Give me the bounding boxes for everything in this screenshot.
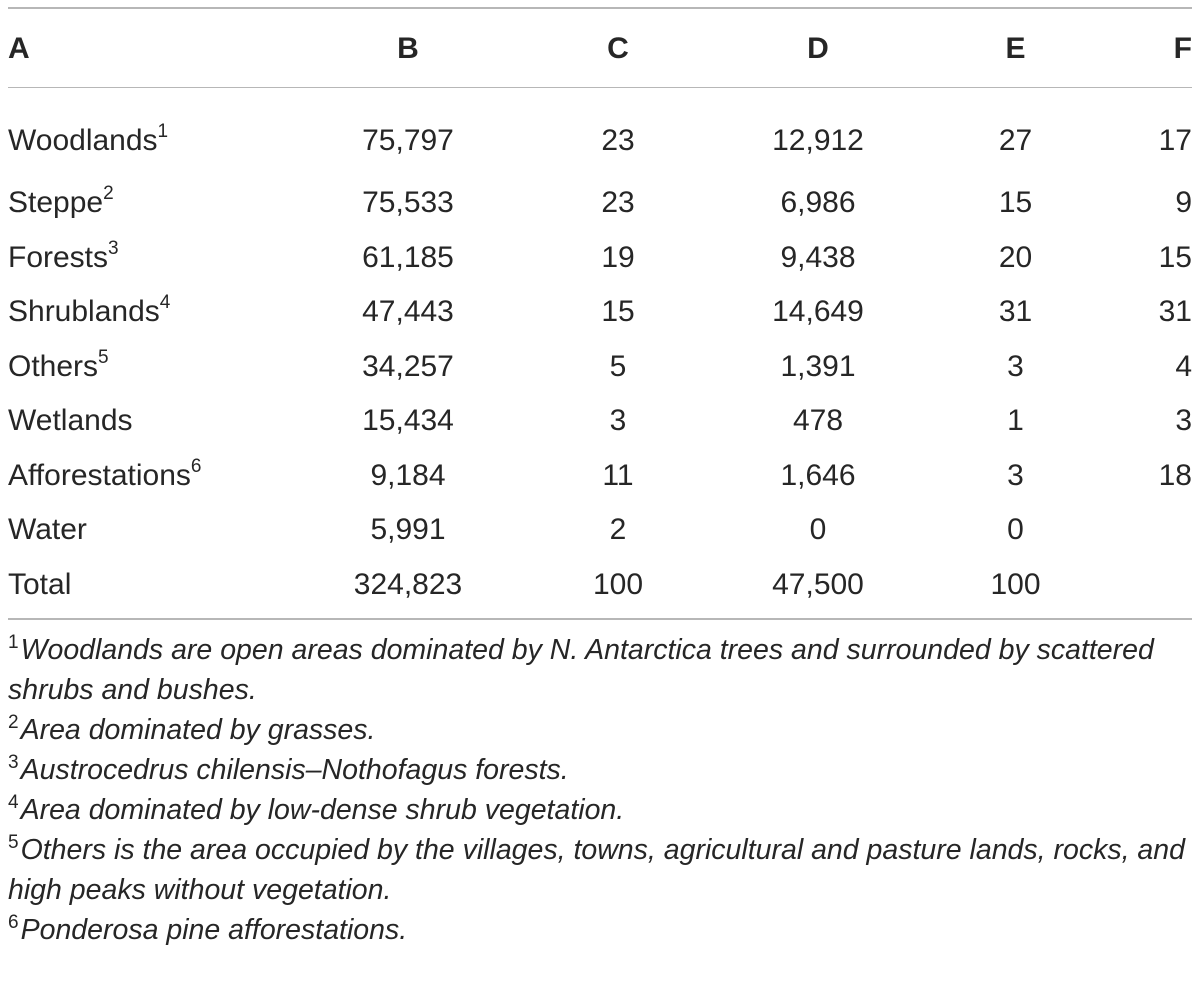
column-header-d: D bbox=[807, 32, 829, 65]
cell-d: 14,649 bbox=[772, 295, 864, 329]
table-row bbox=[8, 340, 1192, 395]
row-label: Total bbox=[8, 567, 72, 601]
cell-e: 15 bbox=[998, 186, 1033, 220]
cell-e: 0 bbox=[1007, 513, 1024, 547]
footnote-5: $^5$Others is the area occupied by the villages, towns, agricultural and pasture lands, rocks, and high peaks without vegetation. bbox=[8, 831, 1185, 906]
table-footnotes bbox=[8, 630, 1192, 950]
cell-b: 5,991 bbox=[370, 513, 446, 547]
cell-f: 3 bbox=[1175, 404, 1192, 438]
table-header-row bbox=[8, 0, 1192, 94]
cell-f: 9 bbox=[1175, 186, 1192, 220]
cell-e: 3 bbox=[1007, 458, 1024, 492]
table-row bbox=[8, 503, 1192, 558]
cell-b: 75,797 bbox=[362, 124, 454, 157]
cell-c: 19 bbox=[601, 240, 635, 274]
table-row bbox=[8, 285, 1192, 340]
footnote-1: $^1$Woodlands are open areas dominated by N. Antarctica trees and surrounded by scattered shrubs and bushes. bbox=[8, 631, 1154, 706]
cell-c: 15 bbox=[601, 295, 635, 329]
footnote-marker: 1 bbox=[157, 121, 169, 142]
cell-b: 15,434 bbox=[362, 404, 454, 438]
footnote-6: $^6$Ponderosa pine afforestations. bbox=[8, 911, 408, 946]
cell-d: 0 bbox=[809, 513, 827, 547]
cell-d: 478 bbox=[792, 404, 844, 438]
cell-b: 75,533 bbox=[362, 186, 454, 220]
cell-b: 61,185 bbox=[362, 240, 454, 274]
table-row bbox=[8, 449, 1192, 504]
cell-e: 3 bbox=[1007, 349, 1024, 383]
cell-e: 1 bbox=[1007, 404, 1024, 438]
table-row bbox=[8, 394, 1192, 449]
cell-f: 17 bbox=[1158, 124, 1192, 157]
row-label: Forests$^3$ bbox=[8, 237, 119, 274]
cell-c: 23 bbox=[601, 124, 635, 157]
cell-f: 31 bbox=[1158, 295, 1192, 329]
footnote-3: $^3$Austrocedrus chilensis–Nothofagus forests. bbox=[8, 751, 569, 786]
row-label: Wetlands bbox=[8, 404, 133, 438]
cell-d: 47,500 bbox=[772, 567, 864, 601]
cell-c: 23 bbox=[601, 186, 635, 220]
cell-f: 4 bbox=[1175, 349, 1192, 383]
table-row bbox=[8, 176, 1192, 231]
cell-d: 6,986 bbox=[780, 186, 856, 220]
cell-d: 1,646 bbox=[780, 458, 856, 492]
row-label: Shrublands$^4$ bbox=[8, 292, 171, 329]
cell-e: 31 bbox=[998, 295, 1033, 329]
cell-c: 11 bbox=[602, 458, 634, 492]
row-label: Woodlands$^1$ bbox=[8, 121, 169, 157]
cell-e: 20 bbox=[998, 240, 1033, 274]
cell-e: 27 bbox=[998, 124, 1033, 157]
cell-d: 1,391 bbox=[780, 349, 856, 383]
cell-c: 100 bbox=[592, 567, 644, 601]
footnote-marker: 5 bbox=[98, 346, 109, 368]
row-label: Afforestations$^6$ bbox=[8, 455, 202, 492]
row-label: Steppe$^2$ bbox=[8, 183, 114, 220]
column-header-e: E bbox=[1005, 32, 1026, 65]
footnote-marker: 6 bbox=[190, 455, 202, 477]
cell-c: 2 bbox=[609, 513, 627, 547]
land-cover-table bbox=[8, 0, 1192, 612]
footnote-4: $^4$Area dominated by low-dense shrub vegetation. bbox=[8, 791, 625, 826]
cell-e: 100 bbox=[990, 567, 1041, 601]
cell-f bbox=[1073, 503, 1192, 558]
cell-f bbox=[1073, 558, 1192, 613]
column-header-b: B bbox=[397, 32, 419, 65]
column-header-c: C bbox=[607, 32, 629, 65]
cell-c: 3 bbox=[609, 404, 627, 438]
cell-b: 47,443 bbox=[362, 295, 454, 329]
row-label: Others$^5$ bbox=[8, 346, 109, 383]
column-header-a: A bbox=[8, 32, 30, 65]
cell-b: 324,823 bbox=[353, 567, 463, 601]
cell-b: 34,257 bbox=[362, 349, 454, 383]
cell-b: 9,184 bbox=[370, 458, 446, 492]
footnote-marker: 2 bbox=[103, 183, 114, 205]
table-bottom-rule bbox=[8, 618, 1192, 620]
cell-d: 9,438 bbox=[780, 240, 856, 274]
table-row bbox=[8, 94, 1192, 176]
row-label: Water bbox=[8, 513, 87, 547]
cell-f: 15 bbox=[1158, 240, 1192, 274]
cell-f: 18 bbox=[1158, 458, 1192, 492]
footnote-marker: 4 bbox=[159, 292, 171, 314]
table-row-total bbox=[8, 558, 1192, 613]
cell-d: 12,912 bbox=[772, 124, 864, 157]
table-row bbox=[8, 231, 1192, 286]
footnote-2: $^2$Area dominated by grasses. bbox=[8, 711, 376, 746]
cell-c: 5 bbox=[609, 349, 627, 383]
footnote-marker: 3 bbox=[108, 237, 119, 259]
column-header-f: F bbox=[1173, 32, 1192, 65]
